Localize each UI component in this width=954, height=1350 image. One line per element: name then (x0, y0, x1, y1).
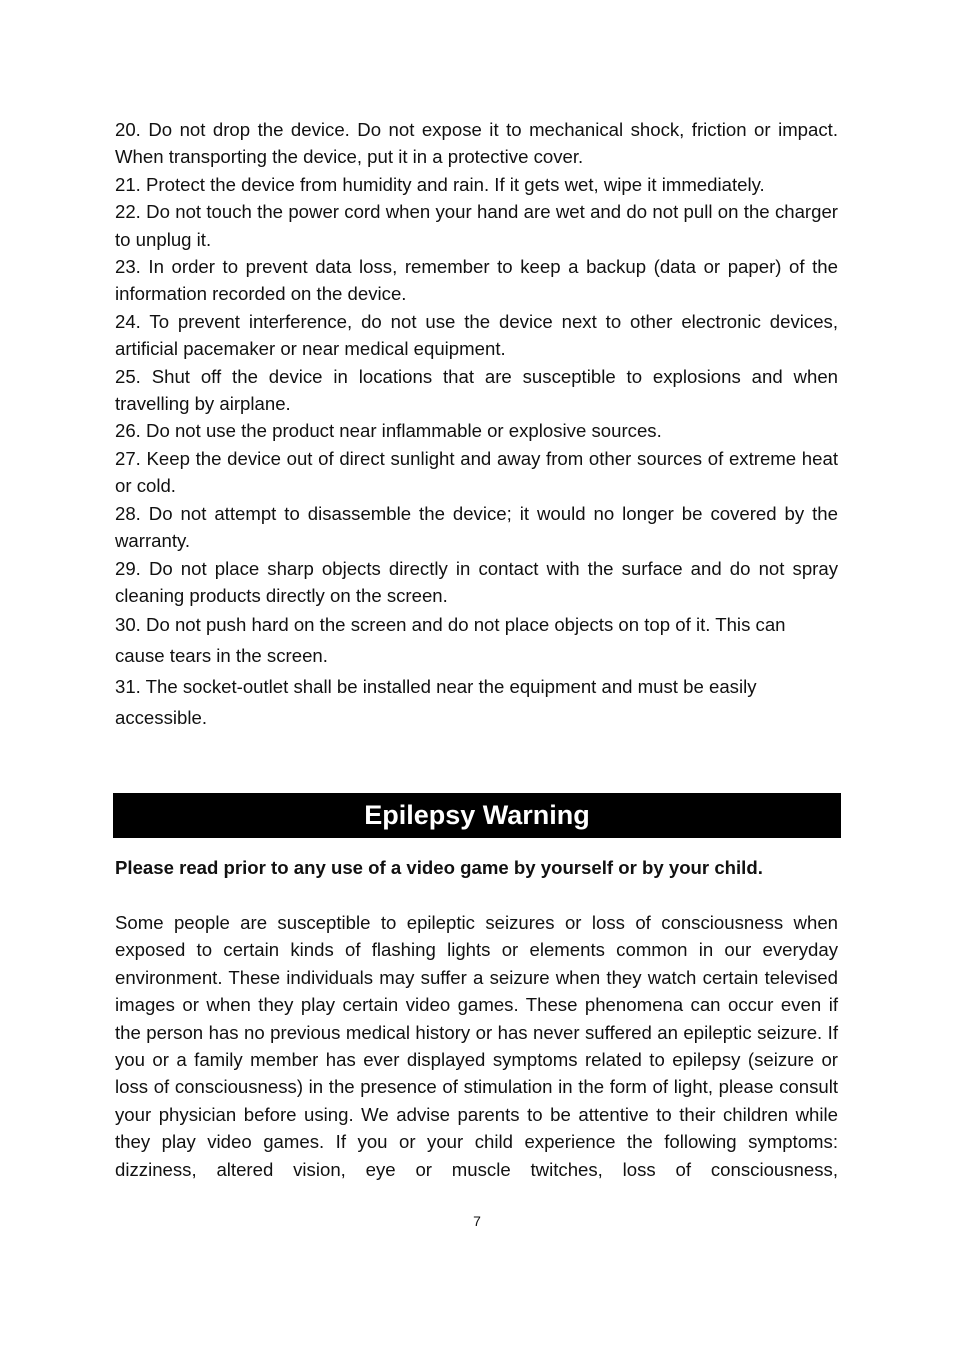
instruction-item-27: 27. Keep the device out of direct sunlight and away from other sources of extreme heat or cold. (115, 447, 838, 497)
instruction-item-30: 30. Do not push hard on the screen and do not place objects on top of it. This can cause tears in the screen. (115, 614, 786, 667)
instruction-item-25: 25. Shut off the device in locations that are susceptible to explosions and when travelling by airplane. (115, 365, 838, 415)
safety-instructions-list (115, 116, 838, 733)
instruction-item-23: 23. In order to prevent data loss, remember to keep a backup (data or paper) of the information recorded on the device. (115, 256, 838, 305)
instruction-item-26: 26. Do not use the product near inflammable or explosive sources. (115, 420, 662, 442)
warning-body-text: Some people are susceptible to epileptic seizures or loss of consciousness when exposed to certain kinds of flashing lights or elements common in our everyday environment. These individuals may suffer a seizure when they watch certain televised images or when they play certain video games. These phenomena can occur even if the person has no previous medical history or has never suffered an epileptic seizure. If you or a family member has ever displayed symptoms related to epilepsy (seizure or loss of consciousness) in the presence of stimulation in the form of light, please consult your physician before using. We advise parents to be attentive to their children while they play video games. If you or your child experience the following symptoms: dizziness, altered vision, eye or muscle twitches, loss of consciousness, (115, 912, 838, 1180)
instruction-item-22: 22. Do not touch the power cord when your hand are wet and do not pull on the charger to unplug it. (115, 201, 838, 250)
warning-lead-text: Please read prior to any use of a video game by yourself or by your child. (115, 857, 763, 878)
instruction-item-21: 21. Protect the device from humidity and rain. If it gets wet, wipe it immediately. (115, 173, 765, 195)
instruction-item-28: 28. Do not attempt to disassemble the device; it would no longer be covered by the warranty. (115, 502, 838, 552)
instruction-item-24: 24. To prevent interference, do not use the device next to other electronic devices, artificial pacemaker or near medical equipment. (115, 310, 838, 360)
section-heading-banner (113, 793, 841, 838)
instruction-item-31: 31. The socket-outlet shall be installed near the equipment and must be easily accessible. (115, 676, 757, 729)
instruction-item-20: 20. Do not drop the device. Do not expose it to mechanical shock, friction or impact. When transporting the device, put it in a protective cover. (115, 119, 838, 168)
page-number: 7 (473, 1213, 481, 1229)
section-heading: Epilepsy Warning (364, 800, 590, 830)
instruction-item-29: 29. Do not place sharp objects directly in contact with the surface and do not spray cleaning products directly on the screen. (115, 557, 838, 606)
